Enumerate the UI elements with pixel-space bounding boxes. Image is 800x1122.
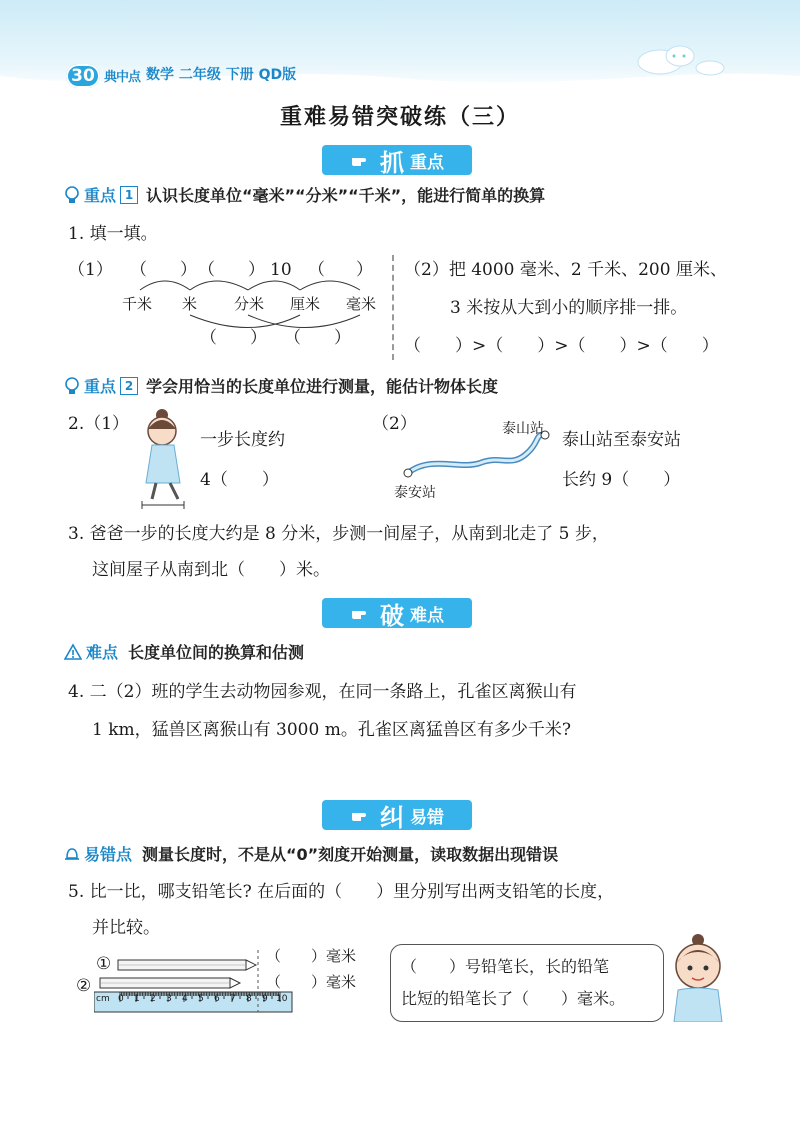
brand-logo: 典中点 — [104, 70, 141, 85]
difficult-point-text: 长度单位间的换算和估测 — [128, 643, 305, 662]
unit-label: 米 — [182, 295, 198, 313]
q1-blank: ） — [334, 328, 351, 348]
banner-difficult-points — [322, 598, 472, 628]
speech-line-2: 比短的铅笔长了（ ）毫米。 — [401, 989, 626, 1008]
ruler-tick-label: 8 — [246, 994, 252, 1004]
q2-part1-label: 2.（1） — [68, 414, 130, 434]
ruler-tick-label: 7 — [230, 994, 236, 1004]
banner-text: 易错 — [410, 807, 444, 828]
banner-text: 重点 — [410, 152, 444, 173]
lightbulb-icon — [64, 186, 80, 204]
error-point-label: 易错点 — [84, 845, 133, 864]
key-point-label: 重点 — [84, 377, 117, 396]
ruler-tick-label: 10 — [276, 994, 288, 1004]
unit-label: 分米 — [234, 295, 265, 313]
dashed-guide — [254, 950, 266, 1014]
warning-icon — [64, 643, 82, 661]
speech-line-1: （ ）号铅笔长，长的铅笔 — [401, 957, 610, 976]
lightbulb-icon — [64, 377, 80, 395]
banner-big-char: 破 — [380, 600, 404, 630]
q1-blank: （ — [130, 260, 147, 280]
key-point-text: 学会用恰当的长度单位进行测量，能估计物体长度 — [146, 377, 499, 396]
pencil-2-answer: （ ）毫米 — [266, 973, 357, 991]
q2-part1-line2: 4（ ） — [200, 470, 279, 490]
unit-label: 厘米 — [290, 295, 321, 313]
page-number: 30 — [66, 64, 100, 88]
page-title: 重难易错突破练（三） — [279, 105, 520, 130]
pencil-1-label: ① — [96, 954, 112, 974]
ruler-tick-label: 6 — [214, 994, 220, 1004]
ruler-tick-label: 1 — [134, 994, 140, 1004]
q2-part2-label: （2） — [372, 414, 417, 434]
q1-blank: （ — [200, 328, 217, 348]
subject-line: 数学 二年级 下册 QD版 — [146, 67, 297, 83]
key-point-text: 认识长度单位“毫米”“分米”“千米”，能进行简单的换算 — [146, 186, 546, 205]
question-5-line1: 5. 比一比，哪支铅笔长? 在后面的（ ）里分别写出两支铅笔的长度， — [68, 882, 615, 902]
ruler-tick-label: 0 — [118, 994, 124, 1004]
girl-avatar — [662, 932, 732, 1022]
q1-given-value: 10 — [270, 260, 292, 280]
divider — [392, 255, 394, 360]
q1-blank: （ — [284, 328, 301, 348]
pointing-hand-icon — [350, 603, 374, 623]
girl-illustration — [134, 405, 194, 510]
banner-big-char: 纠 — [380, 802, 404, 832]
unit-label: 千米 — [122, 295, 153, 313]
pencil-1-answer: （ ）毫米 — [266, 947, 357, 965]
key-point-2 — [64, 374, 498, 397]
ruler-tick-label: 9 — [262, 994, 268, 1004]
station-label: 泰安站 — [394, 485, 436, 501]
pointing-hand-icon — [350, 805, 374, 825]
pointing-hand-icon — [350, 150, 374, 170]
q2-part2-line1: 泰山站至泰安站 — [562, 430, 681, 450]
banner-big-char: 抓 — [380, 147, 404, 177]
banner-text: 难点 — [410, 605, 444, 626]
key-point-number: 1 — [120, 186, 138, 204]
pencil-2-label: ② — [76, 976, 92, 996]
question-5-line2: 并比较。 — [92, 918, 160, 938]
ruler-unit: cm — [96, 994, 110, 1004]
unit-label: 毫米 — [346, 295, 377, 313]
q2-part2-line2: 长约 9（ ） — [562, 470, 681, 490]
q1-blank: ） — [250, 328, 267, 348]
key-point-label: 重点 — [84, 186, 117, 205]
question-3-line2: 这间屋子从南到北（ ）米。 — [92, 560, 330, 580]
q1-part1-label: （1） — [68, 260, 113, 280]
key-point-1 — [64, 183, 545, 206]
question-1-title: 1. 填一填。 — [68, 224, 158, 244]
ruler-tick-label: 4 — [182, 994, 188, 1004]
station-label: 泰山站 — [502, 421, 544, 437]
ruler-tick-label: 2 — [150, 994, 156, 1004]
q1-part2-answer: （ ）>（ ）>（ ）>（ ） — [404, 336, 719, 356]
q1-blank: ） — [356, 260, 373, 280]
q1-blank: ） — [248, 260, 265, 280]
cloud-icon — [620, 40, 730, 80]
ruler-tick-label: 5 — [198, 994, 204, 1004]
banner-common-errors — [322, 800, 472, 830]
error-point — [64, 842, 558, 865]
question-3-line1: 3. 爸爸一步的长度大约是 8 分米，步测一间屋子，从南到北走了 5 步， — [68, 524, 609, 544]
speech-bubble — [390, 944, 664, 1022]
key-point-number: 2 — [120, 377, 138, 395]
banner-key-points — [322, 145, 472, 175]
difficult-point — [64, 640, 304, 663]
error-point-text: 测量长度时，不是从“0”刻度开始测量，读取数据出现错误 — [142, 845, 559, 864]
question-4-line2: 1 km，猛兽区离猴山有 3000 m。孔雀区离猛兽区有多少千米? — [92, 720, 571, 740]
q1-blank: ） — [180, 260, 197, 280]
question-4-line1: 4. 二（2）班的学生去动物园参观，在同一条路上，孔雀区离猴山有 — [68, 682, 577, 702]
bell-icon — [64, 845, 80, 863]
q2-part1-line1: 一步长度约 — [200, 430, 285, 450]
q1-part2-line2: 3 米按从大到小的顺序排一排。 — [450, 298, 688, 318]
ruler-tick-label: 3 — [166, 994, 172, 1004]
q1-blank: （ — [308, 260, 325, 280]
q1-blank: （ — [198, 260, 215, 280]
q1-part2-line1: （2）把 4000 毫米、2 千米、200 厘米、 — [404, 260, 727, 280]
difficult-point-label: 难点 — [86, 643, 119, 662]
